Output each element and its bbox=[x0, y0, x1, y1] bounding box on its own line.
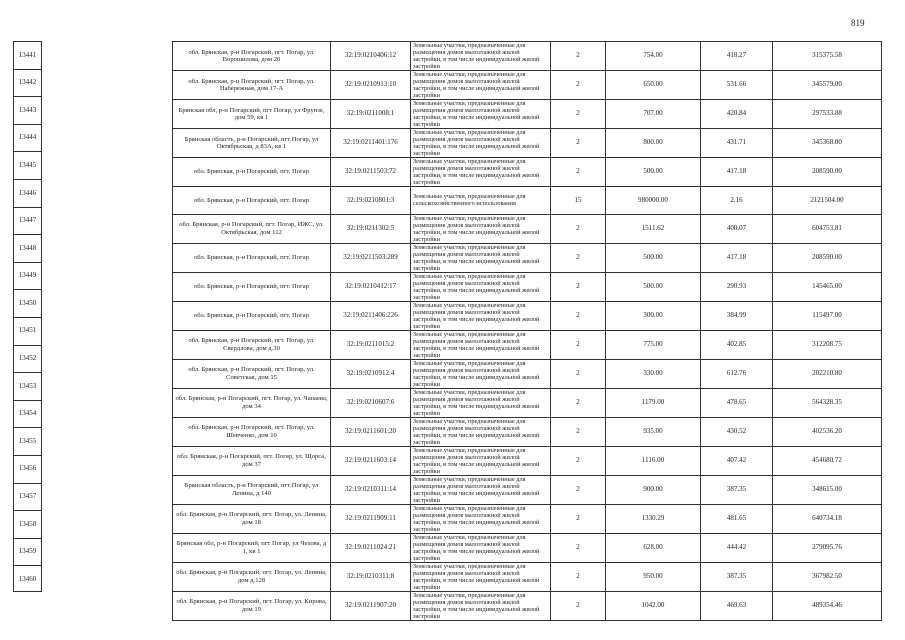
row-number-cell: 13448 bbox=[14, 235, 41, 263]
group-code-cell: 2 bbox=[551, 272, 606, 301]
address-cell: Брянская область, р-н Погарский, пгт Погар, ул Октябрьская, д 83А, кв 1 bbox=[173, 129, 331, 158]
cadastral-number-cell: 32:19:0211907:20 bbox=[331, 591, 411, 620]
row-number-row bbox=[14, 483, 41, 511]
area-cell: 950.00 bbox=[606, 562, 701, 591]
cadastral-number-cell: 32:19:0211015:2 bbox=[331, 330, 411, 359]
row-number-row bbox=[14, 262, 41, 290]
area-cell: 1042.00 bbox=[606, 591, 701, 620]
specific-value-cell: 430.52 bbox=[701, 417, 773, 446]
row-number-row bbox=[14, 152, 41, 180]
land-purpose-cell: Земельные участки, предназначенные для размещения домов малоэтажной жилой застройки, в том числе индивидуальной жилой застройки bbox=[411, 71, 551, 100]
specific-value-cell: 531.66 bbox=[701, 71, 773, 100]
cadastral-value-cell: 454680.72 bbox=[773, 446, 882, 475]
area-cell: 800.00 bbox=[606, 129, 701, 158]
area-cell: 707.00 bbox=[606, 100, 701, 129]
cadastral-number-cell: 32:19:0211302:5 bbox=[331, 214, 411, 243]
records-grid bbox=[172, 41, 882, 620]
specific-value-cell: 384.99 bbox=[701, 301, 773, 330]
table-row bbox=[173, 187, 882, 215]
cadastral-number-cell: 32:19:0210412:17 bbox=[331, 272, 411, 301]
land-purpose-cell: Земельные участки, предназначенные для размещения домов малоэтажной жилой застройки, в том числе индивидуальной жилой застройки bbox=[411, 359, 551, 388]
group-code-cell: 2 bbox=[551, 243, 606, 272]
address-cell: обл. Брянская, р-н Погарский, пгт. Погар bbox=[173, 272, 331, 301]
land-purpose-cell: Земельные участки, предназначенные для размещения домов малоэтажной жилой застройки, в том числе индивидуальной жилой застройки bbox=[411, 388, 551, 417]
group-code-cell: 2 bbox=[551, 71, 606, 100]
group-code-cell: 2 bbox=[551, 533, 606, 562]
row-number-row bbox=[14, 400, 41, 428]
table-row bbox=[173, 591, 882, 620]
row-number-table bbox=[14, 42, 41, 593]
area-cell: 650.00 bbox=[606, 71, 701, 100]
cadastral-number-cell: 32:19:0210801:3 bbox=[331, 187, 411, 215]
specific-value-cell: 431.71 bbox=[701, 129, 773, 158]
cadastral-number-cell: 32:19:0211601:20 bbox=[331, 417, 411, 446]
area-cell: 1116.00 bbox=[606, 446, 701, 475]
address-cell: обл. Брянская, р-н Погарский, пгт. Погар bbox=[173, 158, 331, 187]
table-row bbox=[173, 129, 882, 158]
specific-value-cell: 400.07 bbox=[701, 214, 773, 243]
page-number: 819 bbox=[851, 18, 865, 28]
row-number-row bbox=[14, 42, 41, 69]
group-code-cell: 2 bbox=[551, 330, 606, 359]
cadastral-value-cell: 208590.00 bbox=[773, 243, 882, 272]
group-code-cell: 2 bbox=[551, 42, 606, 71]
row-number-cell: 13453 bbox=[14, 373, 41, 401]
table-row bbox=[173, 562, 882, 591]
row-number-row bbox=[14, 69, 41, 97]
group-code-cell: 2 bbox=[551, 301, 606, 330]
row-number-row bbox=[14, 97, 41, 125]
row-number-row bbox=[14, 317, 41, 345]
cadastral-value-cell: 367982.50 bbox=[773, 562, 882, 591]
address-cell: Брянская обл, р-н Погарский, пгт Погар, ул Чехова, д 1, кв 1 bbox=[173, 533, 331, 562]
table-row bbox=[173, 504, 882, 533]
specific-value-cell: 387.35 bbox=[701, 475, 773, 504]
row-number-row bbox=[14, 566, 41, 593]
area-cell: 500.00 bbox=[606, 158, 701, 187]
address-cell: обл. Брянская, р-н Погарский, пгт. Погар, ул. Свердлова, дом д.30 bbox=[173, 330, 331, 359]
row-number-row bbox=[14, 373, 41, 401]
table-row bbox=[173, 42, 882, 71]
address-cell: обл. Брянская, р-н Погарский, пгт. Погар, ул. Ворошилова, дом 20 bbox=[173, 42, 331, 71]
cadastral-number-cell: 32:19:0211503:72 bbox=[331, 158, 411, 187]
cadastral-value-cell: 489354.46 bbox=[773, 591, 882, 620]
cadastral-number-cell: 32:19:0210311:8 bbox=[331, 562, 411, 591]
address-cell: обл. Брянская, р-н Погарский, пгт. Погар, ул. Ленина, дом 18 bbox=[173, 504, 331, 533]
area-cell: 500.00 bbox=[606, 243, 701, 272]
table-row bbox=[173, 359, 882, 388]
cadastral-number-cell: 32:19:0211406:226 bbox=[331, 301, 411, 330]
table-row bbox=[173, 71, 882, 100]
specific-value-cell: 418.27 bbox=[701, 42, 773, 71]
table-row bbox=[173, 214, 882, 243]
cadastral-number-cell: 32:19:0210912:4 bbox=[331, 359, 411, 388]
row-number-row bbox=[14, 428, 41, 456]
row-number-cell: 13446 bbox=[14, 179, 41, 207]
area-cell: 300.00 bbox=[606, 301, 701, 330]
row-number-row bbox=[14, 179, 41, 207]
specific-value-cell: 387.35 bbox=[701, 562, 773, 591]
specific-value-cell: 402.85 bbox=[701, 330, 773, 359]
row-number-cell: 13454 bbox=[14, 400, 41, 428]
cadastral-value-cell: 279095.76 bbox=[773, 533, 882, 562]
specific-value-cell: 420.84 bbox=[701, 100, 773, 129]
specific-value-cell: 612.76 bbox=[701, 359, 773, 388]
cadastral-value-cell: 640734.18 bbox=[773, 504, 882, 533]
row-number-cell: 13449 bbox=[14, 262, 41, 290]
land-purpose-cell: Земельные участки, предназначенные для размещения домов малоэтажной жилой застройки, в том числе индивидуальной жилой застройки bbox=[411, 533, 551, 562]
area-cell: 1330.29 bbox=[606, 504, 701, 533]
specific-value-cell: 444.42 bbox=[701, 533, 773, 562]
cadastral-value-cell: 297533.88 bbox=[773, 100, 882, 129]
land-purpose-cell: Земельные участки, предназначенные для размещения домов малоэтажной жилой застройки, в том числе индивидуальной жилой застройки bbox=[411, 475, 551, 504]
group-code-cell: 2 bbox=[551, 591, 606, 620]
row-number-column bbox=[13, 41, 42, 592]
row-number-cell: 13443 bbox=[14, 97, 41, 125]
address-cell: обл. Брянская, р-н Погарский, пгт. Погар, ул. Набережная, дом 17-А bbox=[173, 71, 331, 100]
address-cell: обл. Брянская, р-н Погарский, пгт. Погар, ул. Советская, дом 15 bbox=[173, 359, 331, 388]
row-number-cell: 13442 bbox=[14, 69, 41, 97]
table-row bbox=[173, 272, 882, 301]
row-number-cell: 13447 bbox=[14, 207, 41, 235]
row-number-row bbox=[14, 538, 41, 566]
address-cell: обл. Брянская, р-н Погарский, пгт. Погар, ИЖС, ул. Октябрьская, дом 112 bbox=[173, 214, 331, 243]
area-cell: 935.00 bbox=[606, 417, 701, 446]
cadastral-value-cell: 345368.00 bbox=[773, 129, 882, 158]
land-purpose-cell: Земельные участки, предназначенные для размещения домов малоэтажной жилой застройки, в том числе индивидуальной жилой застройки bbox=[411, 272, 551, 301]
row-number-cell: 13445 bbox=[14, 152, 41, 180]
area-cell: 628.00 bbox=[606, 533, 701, 562]
group-code-cell: 2 bbox=[551, 446, 606, 475]
group-code-cell: 2 bbox=[551, 100, 606, 129]
specific-value-cell: 417.18 bbox=[701, 243, 773, 272]
area-cell: 500.00 bbox=[606, 272, 701, 301]
area-cell: 1511.62 bbox=[606, 214, 701, 243]
land-purpose-cell: Земельные участки, предназначенные для размещения домов малоэтажной жилой застройки, в том числе индивидуальной жилой застройки bbox=[411, 417, 551, 446]
land-purpose-cell: Земельные участки, предназначенные для размещения домов малоэтажной жилой застройки, в том числе индивидуальной жилой застройки bbox=[411, 562, 551, 591]
area-cell: 900.00 bbox=[606, 475, 701, 504]
table-row bbox=[173, 417, 882, 446]
row-number-row bbox=[14, 290, 41, 318]
address-cell: обл. Брянская, р-н Погарский, пгт. Погар, ул. Щорса, дом 37 bbox=[173, 446, 331, 475]
cadastral-value-cell: 2121504.00 bbox=[773, 187, 882, 215]
group-code-cell: 2 bbox=[551, 158, 606, 187]
address-cell: обл. Брянская, р-н Погарский, пгт. Погар, ул. Шевченко, дом 10 bbox=[173, 417, 331, 446]
land-purpose-cell: Земельные участки, предназначенные для размещения домов малоэтажной жилой застройки, в том числе индивидуальной жилой застройки bbox=[411, 214, 551, 243]
land-purpose-cell: Земельные участки, предназначенные для размещения домов малоэтажной жилой застройки, в том числе индивидуальной жилой застройки bbox=[411, 301, 551, 330]
area-cell: 754.00 bbox=[606, 42, 701, 71]
table-row bbox=[173, 330, 882, 359]
row-number-row bbox=[14, 235, 41, 263]
table-row bbox=[173, 243, 882, 272]
specific-value-cell: 469.63 bbox=[701, 591, 773, 620]
cadastral-value-cell: 345579.00 bbox=[773, 71, 882, 100]
address-cell: обл. Брянская, р-н Погарский, пгт. Погар bbox=[173, 301, 331, 330]
cadastral-value-cell: 312208.75 bbox=[773, 330, 882, 359]
table-row bbox=[173, 158, 882, 187]
group-code-cell: 2 bbox=[551, 562, 606, 591]
cadastral-number-cell: 32:19:0211008:1 bbox=[331, 100, 411, 129]
group-code-cell: 2 bbox=[551, 504, 606, 533]
specific-value-cell: 407.42 bbox=[701, 446, 773, 475]
group-code-cell: 2 bbox=[551, 359, 606, 388]
land-cadastral-table bbox=[13, 41, 879, 620]
area-cell: 775.00 bbox=[606, 330, 701, 359]
row-number-cell: 13451 bbox=[14, 317, 41, 345]
group-code-cell: 2 bbox=[551, 129, 606, 158]
row-number-cell: 13441 bbox=[14, 42, 41, 69]
land-purpose-cell: Земельные участки, предназначенные для размещения домов малоэтажной жилой застройки, в том числе индивидуальной жилой застройки bbox=[411, 330, 551, 359]
cadastral-number-cell: 32:19:0211401:176 bbox=[331, 129, 411, 158]
cadastral-value-cell: 604753.81 bbox=[773, 214, 882, 243]
address-cell: обл. Брянская, р-н Погарский, пгт. Погар, ул. Чапаева, дом 34 bbox=[173, 388, 331, 417]
cadastral-value-cell: 348615.00 bbox=[773, 475, 882, 504]
address-cell: Брянская область, р-н Погарский, пгт Погар, ул Ленина, д 140 bbox=[173, 475, 331, 504]
group-code-cell: 2 bbox=[551, 214, 606, 243]
cadastral-value-cell: 202210.80 bbox=[773, 359, 882, 388]
cadastral-number-cell: 32:19:0211503:289 bbox=[331, 243, 411, 272]
group-code-cell: 2 bbox=[551, 475, 606, 504]
address-cell: обл. Брянская, р-н Погарский, пгт. Погар bbox=[173, 243, 331, 272]
table-row bbox=[173, 388, 882, 417]
row-number-row bbox=[14, 345, 41, 373]
group-code-cell: 2 bbox=[551, 388, 606, 417]
row-number-cell: 13458 bbox=[14, 511, 41, 539]
cadastral-value-cell: 315375.58 bbox=[773, 42, 882, 71]
area-cell: 330.00 bbox=[606, 359, 701, 388]
cadastral-value-cell: 564328.35 bbox=[773, 388, 882, 417]
cadastral-number-cell: 32:19:0211024:21 bbox=[331, 533, 411, 562]
specific-value-cell: 417.18 bbox=[701, 158, 773, 187]
land-purpose-cell: Земельные участки, предназначенные для размещения домов малоэтажной жилой застройки, в том числе индивидуальной жилой застройки bbox=[411, 129, 551, 158]
table-row bbox=[173, 533, 882, 562]
row-number-cell: 13460 bbox=[18, 574, 37, 583]
row-number-row bbox=[14, 124, 41, 152]
area-cell: 1179.00 bbox=[606, 388, 701, 417]
records-table bbox=[172, 41, 882, 621]
cadastral-value-cell: 115497.00 bbox=[773, 301, 882, 330]
land-purpose-cell: Земельные участки, предназначенные для размещения домов малоэтажной жилой застройки, в том числе индивидуальной жилой застройки bbox=[411, 504, 551, 533]
table-row bbox=[173, 475, 882, 504]
land-purpose-cell: Земельные участки, предназначенные для размещения домов малоэтажной жилой застройки, в том числе индивидуальной жилой застройки bbox=[411, 591, 551, 620]
table-row bbox=[173, 301, 882, 330]
cadastral-number-cell: 32:19:0210607:6 bbox=[331, 388, 411, 417]
cadastral-value-cell: 402536.20 bbox=[773, 417, 882, 446]
land-purpose-cell: Земельные участки, предназначенные для размещения домов малоэтажной жилой застройки, в том числе индивидуальной жилой застройки bbox=[411, 42, 551, 71]
row-number-cell: 13450 bbox=[14, 290, 41, 318]
row-number-cell: 13457 bbox=[14, 483, 41, 511]
address-cell: обл. Брянская, р-н Погарский, пгт. Погар, ул. Кирова, дом 19 bbox=[173, 591, 331, 620]
cadastral-value-cell: 145465.00 bbox=[773, 272, 882, 301]
cadastral-value-cell: 208590.00 bbox=[773, 158, 882, 187]
row-number-cell: 13455 bbox=[14, 428, 41, 456]
table-row bbox=[173, 100, 882, 129]
land-purpose-cell: Земельные участки, предназначенные для сельскохозяйственного использования bbox=[411, 187, 551, 215]
land-purpose-cell: Земельные участки, предназначенные для размещения домов малоэтажной жилой застройки, в том числе индивидуальной жилой застройки bbox=[411, 100, 551, 129]
row-number-cell: 13459 bbox=[14, 538, 41, 566]
specific-value-cell: 481.65 bbox=[701, 504, 773, 533]
address-cell: Брянская обл, р-н Погарский, пгт Погар, ул Фрунзе, дом 59, кв 1 bbox=[173, 100, 331, 129]
specific-value-cell: 290.93 bbox=[701, 272, 773, 301]
cadastral-number-cell: 32:19:0210406:12 bbox=[331, 42, 411, 71]
row-number-row bbox=[14, 455, 41, 483]
group-code-cell: 2 bbox=[551, 417, 606, 446]
address-cell: обл. Брянская, р-н Погарский, пгт. Погар, ул. Ленина, дом д.128 bbox=[173, 562, 331, 591]
land-purpose-cell: Земельные участки, предназначенные для размещения домов малоэтажной жилой застройки, в том числе индивидуальной жилой застройки bbox=[411, 158, 551, 187]
specific-value-cell: 2.16 bbox=[701, 187, 773, 215]
row-number-cell: 13452 bbox=[14, 345, 41, 373]
table-row bbox=[173, 446, 882, 475]
cadastral-number-cell: 32:19:0210913:10 bbox=[331, 71, 411, 100]
area-cell: 980000.00 bbox=[606, 187, 701, 215]
cadastral-number-cell: 32:19:0211909:11 bbox=[331, 504, 411, 533]
land-purpose-cell: Земельные участки, предназначенные для размещения домов малоэтажной жилой застройки, в том числе индивидуальной жилой застройки bbox=[411, 243, 551, 272]
specific-value-cell: 478.65 bbox=[701, 388, 773, 417]
row-number-cell: 13456 bbox=[14, 455, 41, 483]
address-cell: обл. Брянская, р-н Погарский, пгт. Погар bbox=[173, 187, 331, 215]
cadastral-number-cell: 32:19:0210311:14 bbox=[331, 475, 411, 504]
row-number-row bbox=[14, 207, 41, 235]
cadastral-number-cell: 32:19:0211603:14 bbox=[331, 446, 411, 475]
row-number-row bbox=[14, 511, 41, 539]
group-code-cell: 15 bbox=[551, 187, 606, 215]
land-purpose-cell: Земельные участки, предназначенные для размещения домов малоэтажной жилой застройки, в том числе индивидуальной жилой застройки bbox=[411, 446, 551, 475]
row-number-cell: 13444 bbox=[14, 124, 41, 152]
